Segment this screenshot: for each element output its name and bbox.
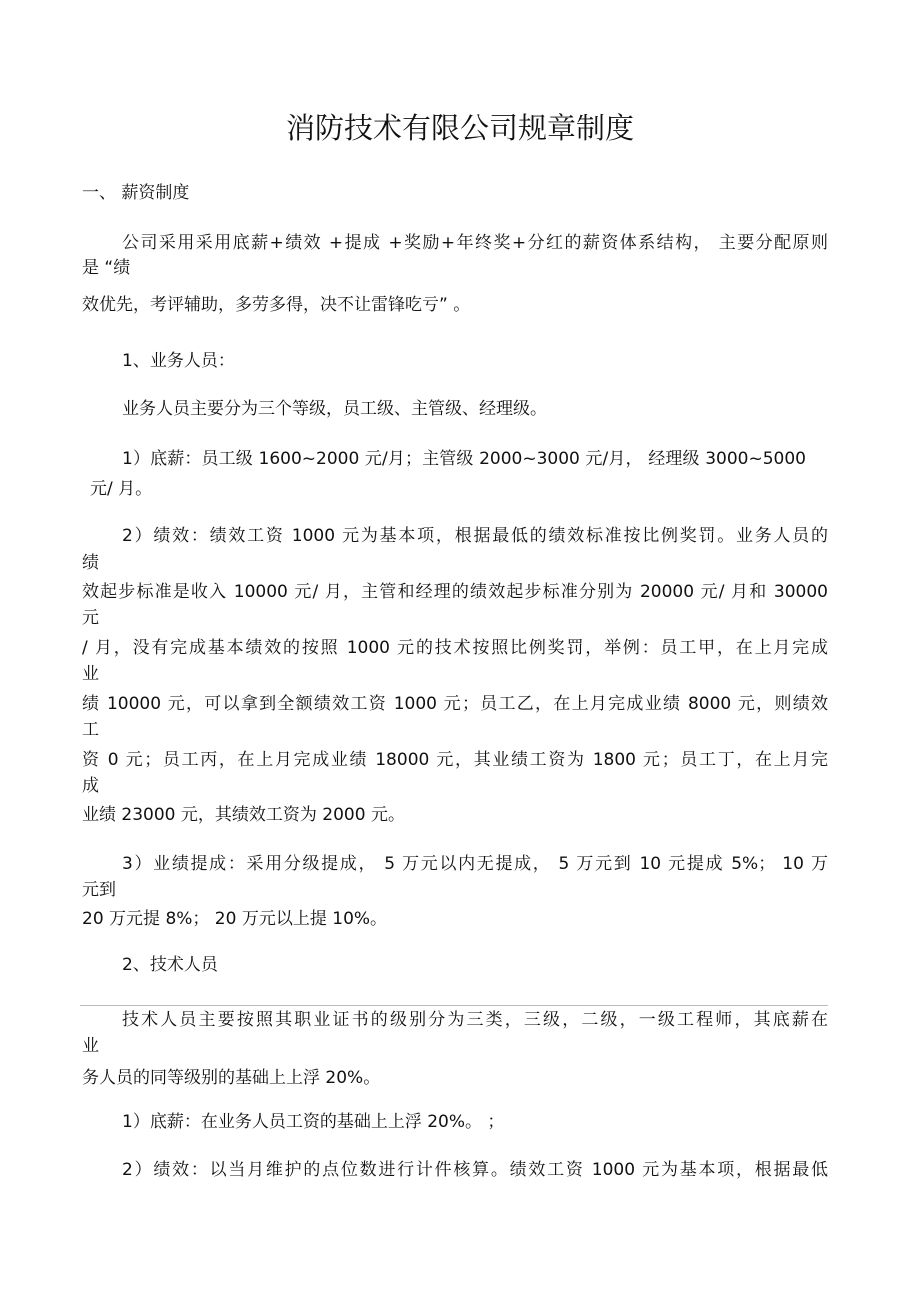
paragraph-line: 2）绩效：绩效工资 1000 元为基本项，根据最低的绩效标准按比例奖罚。业务人员的	[122, 526, 828, 546]
paragraph-line: 务人员的同等级别的基础上上浮 20%。	[82, 1068, 381, 1088]
subheading: 2、技术人员	[122, 955, 218, 975]
paragraph-line: 元	[82, 608, 99, 628]
section-heading: 一、 薪资制度	[82, 183, 190, 203]
paragraph-line: 2）绩效：以当月维护的点位数进行计件核算。绩效工资 1000 元为基本项，根据最低	[122, 1160, 828, 1180]
paragraph-line: 绩	[82, 553, 99, 573]
paragraph-line: 资 0 元；员工丙，在上月完成业绩 18000 元，其业绩工资为 1800 元；员工丁，在上月完	[82, 750, 828, 770]
paragraph-line: 成	[82, 776, 99, 796]
paragraph-line: 业绩 23000 元，其绩效工资为 2000 元。	[82, 805, 405, 825]
paragraph-line: 业务人员主要分为三个等级，员工级、主管级、经理级。	[122, 399, 547, 419]
paragraph-line: 业	[82, 1036, 99, 1056]
paragraph-line: 20 万元提 8%； 20 万元以上提 10%。	[82, 909, 388, 929]
paragraph-line: / 月，没有完成基本绩效的按照 1000 元的技术按照比例奖罚，举例：员工甲，在上月完成	[82, 638, 828, 658]
paragraph-line: 业	[82, 664, 99, 684]
paragraph-line: 效优先，考评辅助，多劳多得，决不让雷锋吃亏” 。	[82, 295, 471, 315]
paragraph-line: 公司采用采用底薪+绩效 +提成 +奖励+年终奖+分红的薪资体系结构， 主要分配原则	[122, 233, 828, 253]
paragraph-line: 是 “绩	[82, 258, 131, 278]
paragraph-line: 3）业绩提成：采用分级提成， 5 万元以内无提成， 5 万元到 10 元提成 5%； 10 万	[122, 854, 828, 874]
paragraph-line: 元/ 月。	[90, 479, 153, 499]
paragraph-line: 1）底薪：在业务人员工资的基础上上浮 20%。 ；	[122, 1112, 505, 1132]
paragraph-line: 效起步标准是收入 10000 元/ 月，主管和经理的绩效起步标准分别为 20000 元/ 月和 30000	[82, 582, 828, 602]
paragraph-line: 技术人员主要按照其职业证书的级别分为三类，三级，二级，一级工程师，其底薪在	[122, 1010, 828, 1030]
paragraph-line: 1）底薪：员工级 1600~2000 元/月；主管级 2000~3000 元/月， 经理级 3000~5000	[122, 449, 806, 469]
document-title: 消防技术有限公司规章制度	[285, 111, 634, 145]
subheading: 1、业务人员：	[122, 351, 235, 371]
paragraph-line: 工	[82, 720, 99, 740]
paragraph-line: 元到	[82, 880, 116, 900]
paragraph-line: 绩 10000 元，可以拿到全额绩效工资 1000 元；员工乙，在上月完成业绩 8000 元，则绩效	[82, 694, 828, 714]
divider-line	[80, 1005, 828, 1006]
